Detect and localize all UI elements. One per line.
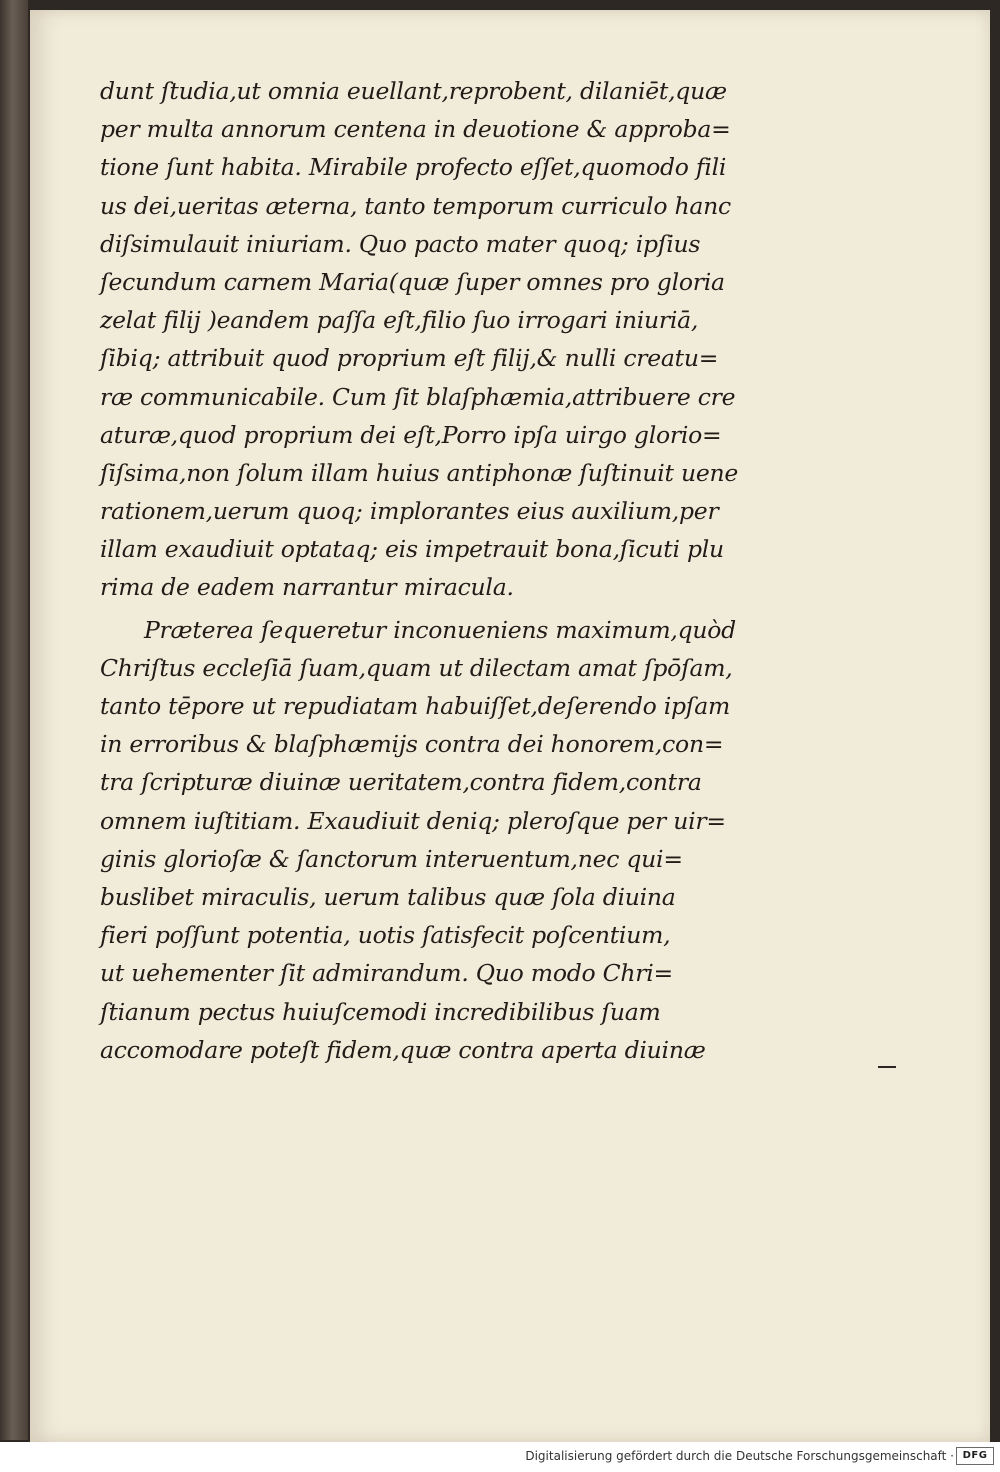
text-line: tra ſcripturæ diuinæ ueritatem,contra fidem,contra [100, 768, 702, 797]
dfg-logo: DFG [956, 1447, 994, 1465]
text-line: omnem iuſtitiam. Exaudiuit deniq; pleroſque per uir= [100, 806, 726, 835]
text-line: fieri poſſunt potentia, uotis ſatisfecit poſcentium, [100, 921, 671, 950]
text-line: in erroribus & blaſphæmijs contra dei honorem,con= [100, 730, 724, 759]
text-line: rima de eadem narrantur miracula. [100, 573, 514, 602]
text-line: ſibiq; attribuit quod proprium eſt filij,& nulli creatu= [100, 344, 719, 373]
text-line: ſiſsima,non ſolum illam huius antiphonæ ſuſtinuit uene [100, 458, 739, 487]
text-line: us dei,ueritas æterna, tanto temporum curriculo hanc [100, 191, 731, 220]
book-spine [0, 0, 28, 1440]
body-text [100, 72, 780, 1069]
dfg-credit: Digitalisierung gefördert durch die Deutsche Forschungsgemeinschaft · [525, 1449, 954, 1463]
text-line: buslibet miraculis, uerum talibus quæ ſola diuina [100, 882, 676, 911]
text-line: rationem,uerum quoq; implorantes eius auxilium,per [100, 497, 719, 526]
text-line: per multa annorum centena in deuotione & approba= [100, 115, 731, 144]
book-page [30, 10, 990, 1442]
text-line: ſtianum pectus huiuſcemodi incredibilibus ſuam [100, 997, 661, 1026]
text-line: diſsimulauit iniuriam. Quo pacto mater quoq; ipſius [100, 229, 701, 258]
text-line: ut uehementer ſit admirandum. Quo modo Chri= [100, 959, 673, 988]
text-line: aturæ,quod proprium dei eſt,Porro ipſa uirgo glorio= [100, 420, 722, 449]
text-line: tione ſunt habita. Mirabile profecto eſſet,quomodo fili [100, 153, 727, 182]
text-line: ſecundum carnem Maria(quæ ſuper omnes pro gloria [100, 267, 725, 296]
text-line: illam exaudiuit optataq; eis impetrauit bona,ſicuti plu [100, 535, 724, 564]
text-line: Chriſtus eccleſiā ſuam,quam ut dilectam amat ſpōſam, [100, 653, 733, 682]
text-line: dunt ſtudia,ut omnia euellant,reprobent, dilaniēt,quæ [100, 77, 727, 105]
margin-mark [878, 1066, 896, 1068]
text-line: tanto tēpore ut repudiatam habuiſſet,deſerendo ipſam [100, 692, 731, 720]
text-line: Præterea ſequeretur inconueniens maximum,quòd [144, 615, 736, 644]
text-line: ginis glorioſæ & ſanctorum interuentum,nec qui= [100, 844, 683, 873]
text-line: accomodare poteſt fidem,quæ contra aperta diuinæ [100, 1035, 706, 1064]
text-line: zelat filij )eandem paſſa eſt,filio ſuo irrogari iniuriā, [100, 306, 699, 335]
text-line: ræ communicabile. Cum ſit blaſphæmia,attribuere cre [100, 382, 736, 411]
